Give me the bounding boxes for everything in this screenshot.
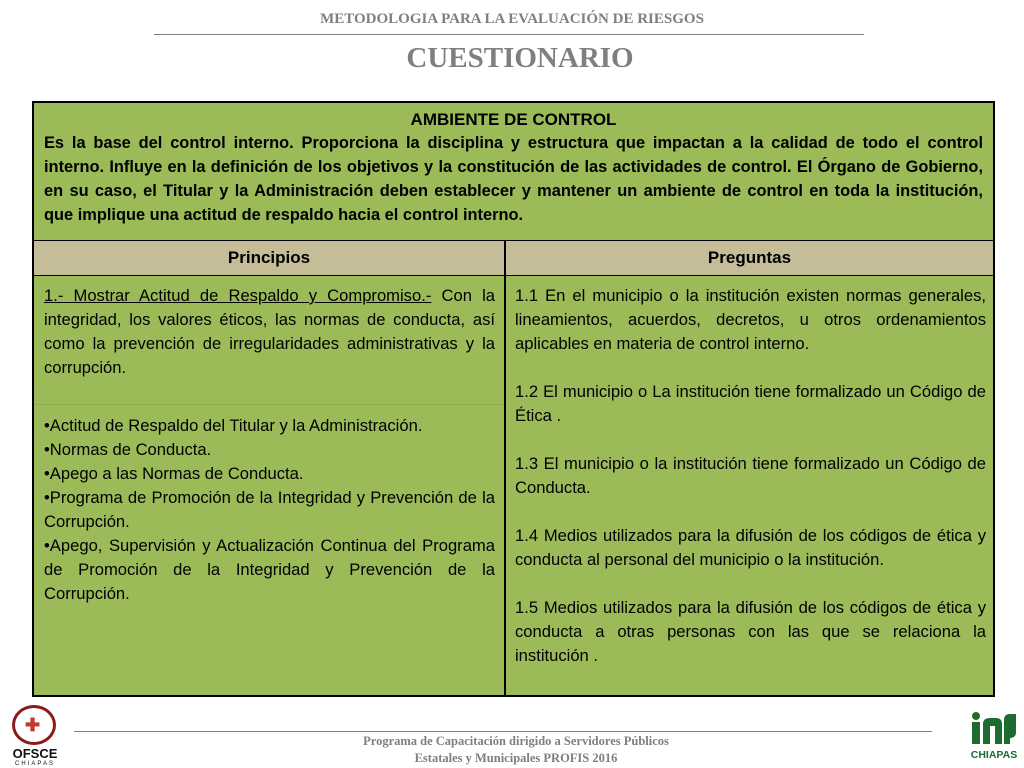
ofsce-logo-subtext: CHIAPAS <box>15 761 55 767</box>
list-item: •Programa de Promoción de la Integridad y Prevención de la Corrupción. <box>44 488 495 531</box>
table-header-row <box>34 241 993 276</box>
ofsce-logo-text: OFSCE <box>12 746 58 761</box>
footer-line-1: Programa de Capacitación dirigido a Servidores Públicos <box>363 734 669 748</box>
footer-line-2: Estatales y Municipales PROFIS 2016 <box>414 751 618 765</box>
principle-description: Con la integridad, los valores éticos, las normas de conducta, así como la prevención de irregularidades administrativas y la corrupción. <box>44 286 495 377</box>
column-header-principios: Principios <box>227 248 311 267</box>
page-title: CUESTIONARIO <box>406 42 634 74</box>
questions-cell <box>515 284 986 692</box>
list-item: •Normas de Conducta. <box>44 440 212 459</box>
iap-logo-mark <box>970 712 1018 746</box>
column-divider <box>504 241 506 697</box>
questionnaire-table <box>32 101 995 697</box>
principle-divider <box>34 404 504 405</box>
question-item: 1.1 En el municipio o la institución existen normas generales, lineamientos, acuerdos, decretos, u otros ordenamientos aplicables en materia de control interno. <box>515 286 986 353</box>
header-divider <box>154 34 864 35</box>
footer-text <box>0 733 1024 767</box>
column-header-preguntas: Preguntas <box>707 248 792 267</box>
question-item: 1.3 El municipio o la institución tiene formalizado un Código de Conducta. <box>515 454 986 497</box>
document-subtitle: METODOLOGIA PARA LA EVALUACIÓN DE RIESGOS <box>320 11 704 27</box>
list-item: •Apego, Supervisión y Actualización Continua del Programa de Promoción de la Integridad y Prevención de la Corrupción. <box>44 536 495 603</box>
ofsce-logo-icon <box>4 703 66 768</box>
ambiente-description: Es la base del control interno. Proporciona la disciplina y estructura que impactan a la calidad de todo el control interno. Influye en la definición de los objetivos y la constitución de las actividades de control. El Órgano de Gobierno, en su caso, el Titular y la Administración deben establecer y mantener un ambiente de control en toda la institución, que implique una actitud de respaldo hacia el control interno. <box>44 134 983 224</box>
list-item: •Apego a las Normas de Conducta. <box>44 464 304 483</box>
list-item: •Actitud de Respaldo del Titular y la Administración. <box>44 416 423 435</box>
question-item: 1.5 Medios utilizados para la difusión de los códigos de ética y conducta a otras personas con las que se relaciona la institución . <box>515 598 986 665</box>
footer-divider <box>74 731 932 732</box>
logo-mark: ✚ <box>25 715 41 735</box>
principle-cell <box>44 284 495 380</box>
iap-logo-text: CHIAPAS <box>970 749 1018 761</box>
principle-bullet-list <box>44 414 495 606</box>
question-item: 1.2 El municipio o La institución tiene formalizado un Código de Ética . <box>515 382 986 425</box>
ambiente-title: AMBIENTE DE CONTROL <box>410 110 617 129</box>
iap-logo-icon <box>968 712 1020 764</box>
ambiente-section <box>34 103 993 241</box>
principle-title: 1.- Mostrar Actitud de Respaldo y Compromiso.- <box>44 286 432 305</box>
question-item: 1.4 Medios utilizados para la difusión de los códigos de ética y conducta al personal del municipio o la institución. <box>515 526 986 569</box>
